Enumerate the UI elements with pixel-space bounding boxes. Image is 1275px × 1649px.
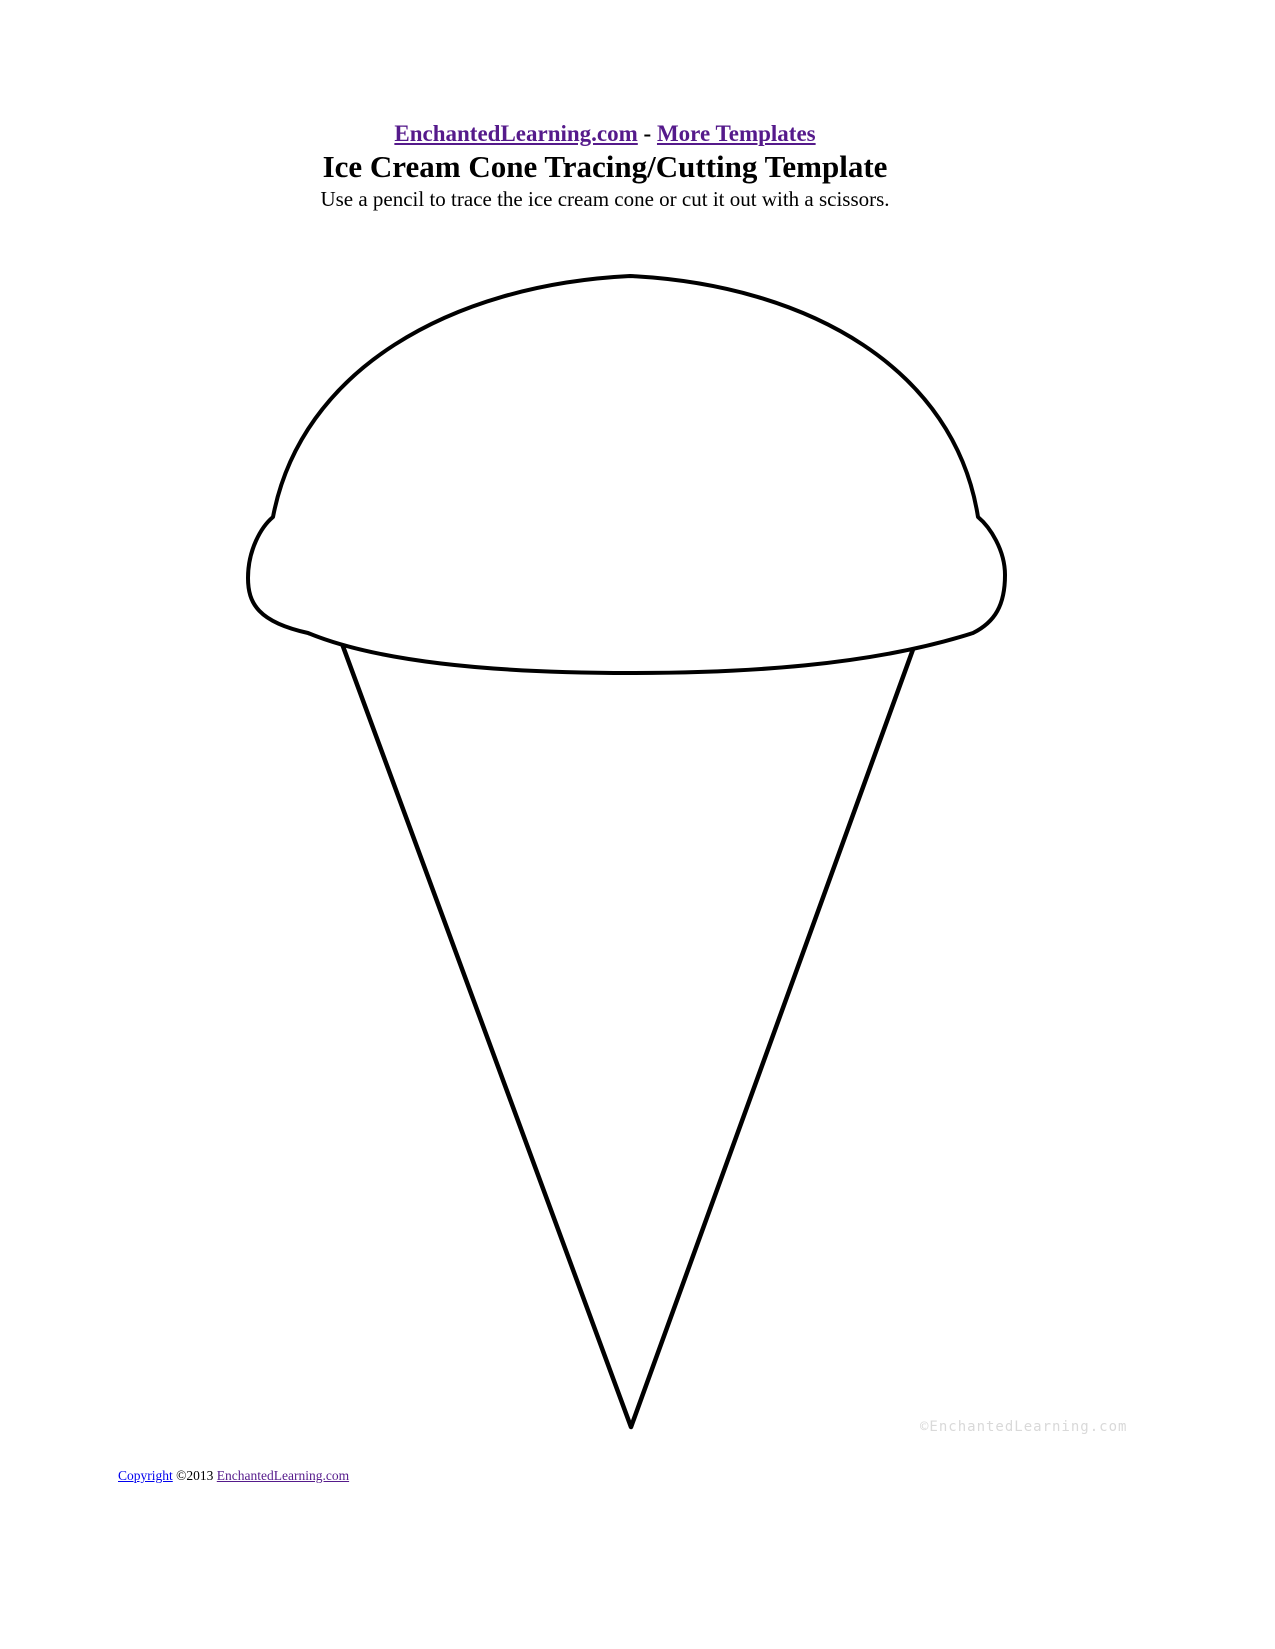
more-templates-link[interactable]: More Templates <box>656 121 816 146</box>
scoop-outline <box>248 276 1005 673</box>
link-separator: - <box>637 121 657 146</box>
footer-site-link[interactable]: EnchantedLearning.com <box>216 1468 350 1483</box>
copyright-year: ©2013 <box>172 1468 217 1483</box>
watermark-text: ©EnchantedLearning.com <box>920 1419 1128 1435</box>
page-instructions: Use a pencil to trace the ice cream cone or cut it out with a scissors. <box>320 187 890 211</box>
enchantedlearning-home-link[interactable]: EnchantedLearning.com <box>394 121 638 146</box>
cone-outline <box>334 619 924 1427</box>
copyright-link[interactable]: Copyright <box>118 1468 173 1483</box>
page-title: Ice Cream Cone Tracing/Cutting Template <box>322 149 888 184</box>
page-footer <box>118 1467 349 1485</box>
